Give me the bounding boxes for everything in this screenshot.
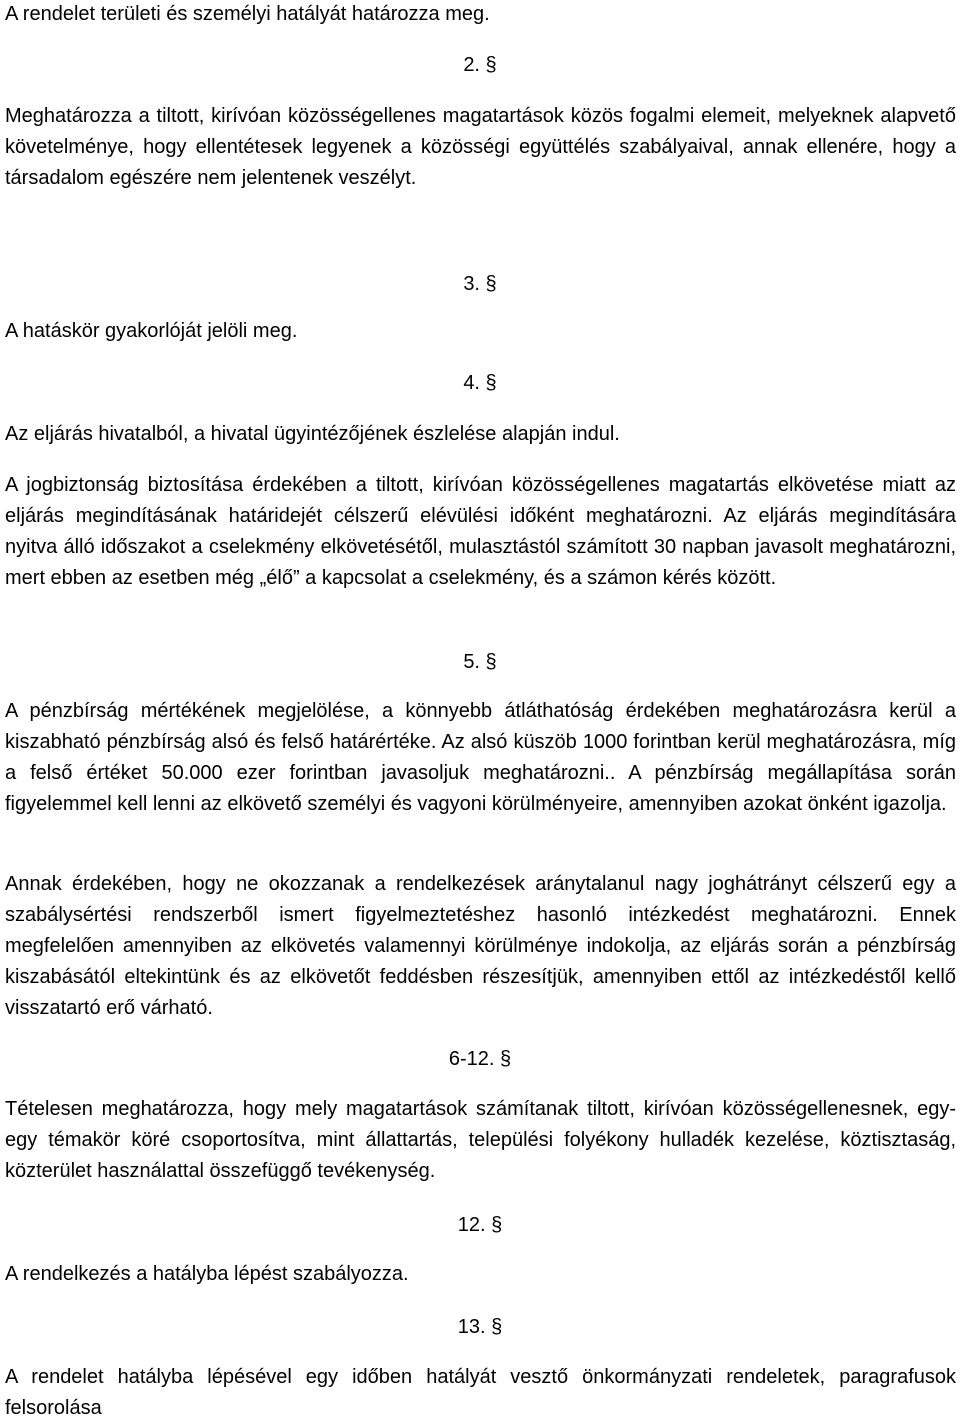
- paragraph-procedure-start: Az eljárás hivatalból, a hivatal ügyintézőjének észlelése alapján indul.: [5, 423, 620, 445]
- paragraph-definition: Meghatározza a tiltott, kirívóan közösségellenes magatartások közös fogalmi elemeit, melyeknek alapvető követelménye, hogy ellentétesek legyenek a közösségi együttélés szabályaival, annak ellenére, hogy a társadalom egészére nem jelentenek veszélyt.: [5, 105, 956, 189]
- paragraph-entry-into-force: A rendelkezés a hatályba lépést szabályozza.: [5, 1263, 409, 1285]
- paragraph-reprimand: Annak érdekében, hogy ne okozzanak a rendelkezések aránytalanul nagy joghátrányt célszerű egy a szabálysértési rendszerből ismert figyelmeztetéshez hasonló intézkedést meghatározni. Ennek megfelelően amennyiben az elkövetés valamennyi körülménye indokolja, az eljárás során a pénzbírság kiszabásától eltekintünk és az elkövetőt feddésben részesítjük, amennyiben ettől az intézkedéstől kellő visszatartó erő várható.: [5, 873, 956, 1019]
- section-heading-3: 3. §: [463, 273, 497, 295]
- section-heading-4: 4. §: [463, 372, 497, 394]
- paragraph-scope: A rendelet területi és személyi hatályát határozza meg.: [5, 3, 490, 25]
- paragraph-limitation: A jogbiztonság biztosítása érdekében a tiltott, kirívóan közösségellenes magatartás elkövetése miatt az eljárás megindításának határidejét célszerű elévülési időként meghatározni. Az eljárás megindítására nyitva álló időszakot a cselekmény elkövetésétől, mulasztástól számított 30 napban javasolt meghatározni, mert ebben az esetben még „élő” a kapcsolat a cselekmény, és a számon kérés között.: [5, 474, 956, 589]
- section-heading-2: 2. §: [463, 54, 497, 76]
- section-heading-12: 12. §: [457, 1214, 503, 1236]
- section-heading-13: 13. §: [457, 1316, 503, 1338]
- section-heading-6-12: 6-12. §: [448, 1048, 512, 1070]
- paragraph-fine: A pénzbírság mértékének megjelölése, a könnyebb átláthatóság érdekében meghatározásra kerül a kiszabható pénzbírság alsó és felső határértéke. Az alsó küszöb 1000 forintban kerül meghatározásra, míg a felső értéket 50.000 ezer forintban javasoljuk meghatározni.. A pénzbírság megállapítása során figyelemmel kell lenni az elkövető személyi és vagyoni körülményeire, amennyiben azokat önként igazolja.: [5, 700, 956, 815]
- paragraph-repealed: A rendelet hatályba lépésével egy időben hatályát vesztő önkormányzati rendeletek, paragrafusok felsorolása: [5, 1366, 956, 1419]
- paragraph-behaviours: Tételesen meghatározza, hogy mely magatartások számítanak tiltott, kirívóan közösségellenesnek, egy-egy témakör köré csoportosítva, mint állattartás, települési folyékony hulladék kezelése, köztisztaság, közterület használattal összefüggő tevékenység.: [5, 1098, 956, 1182]
- section-heading-5: 5. §: [463, 651, 497, 673]
- paragraph-authority: A hatáskör gyakorlóját jelöli meg.: [5, 320, 298, 342]
